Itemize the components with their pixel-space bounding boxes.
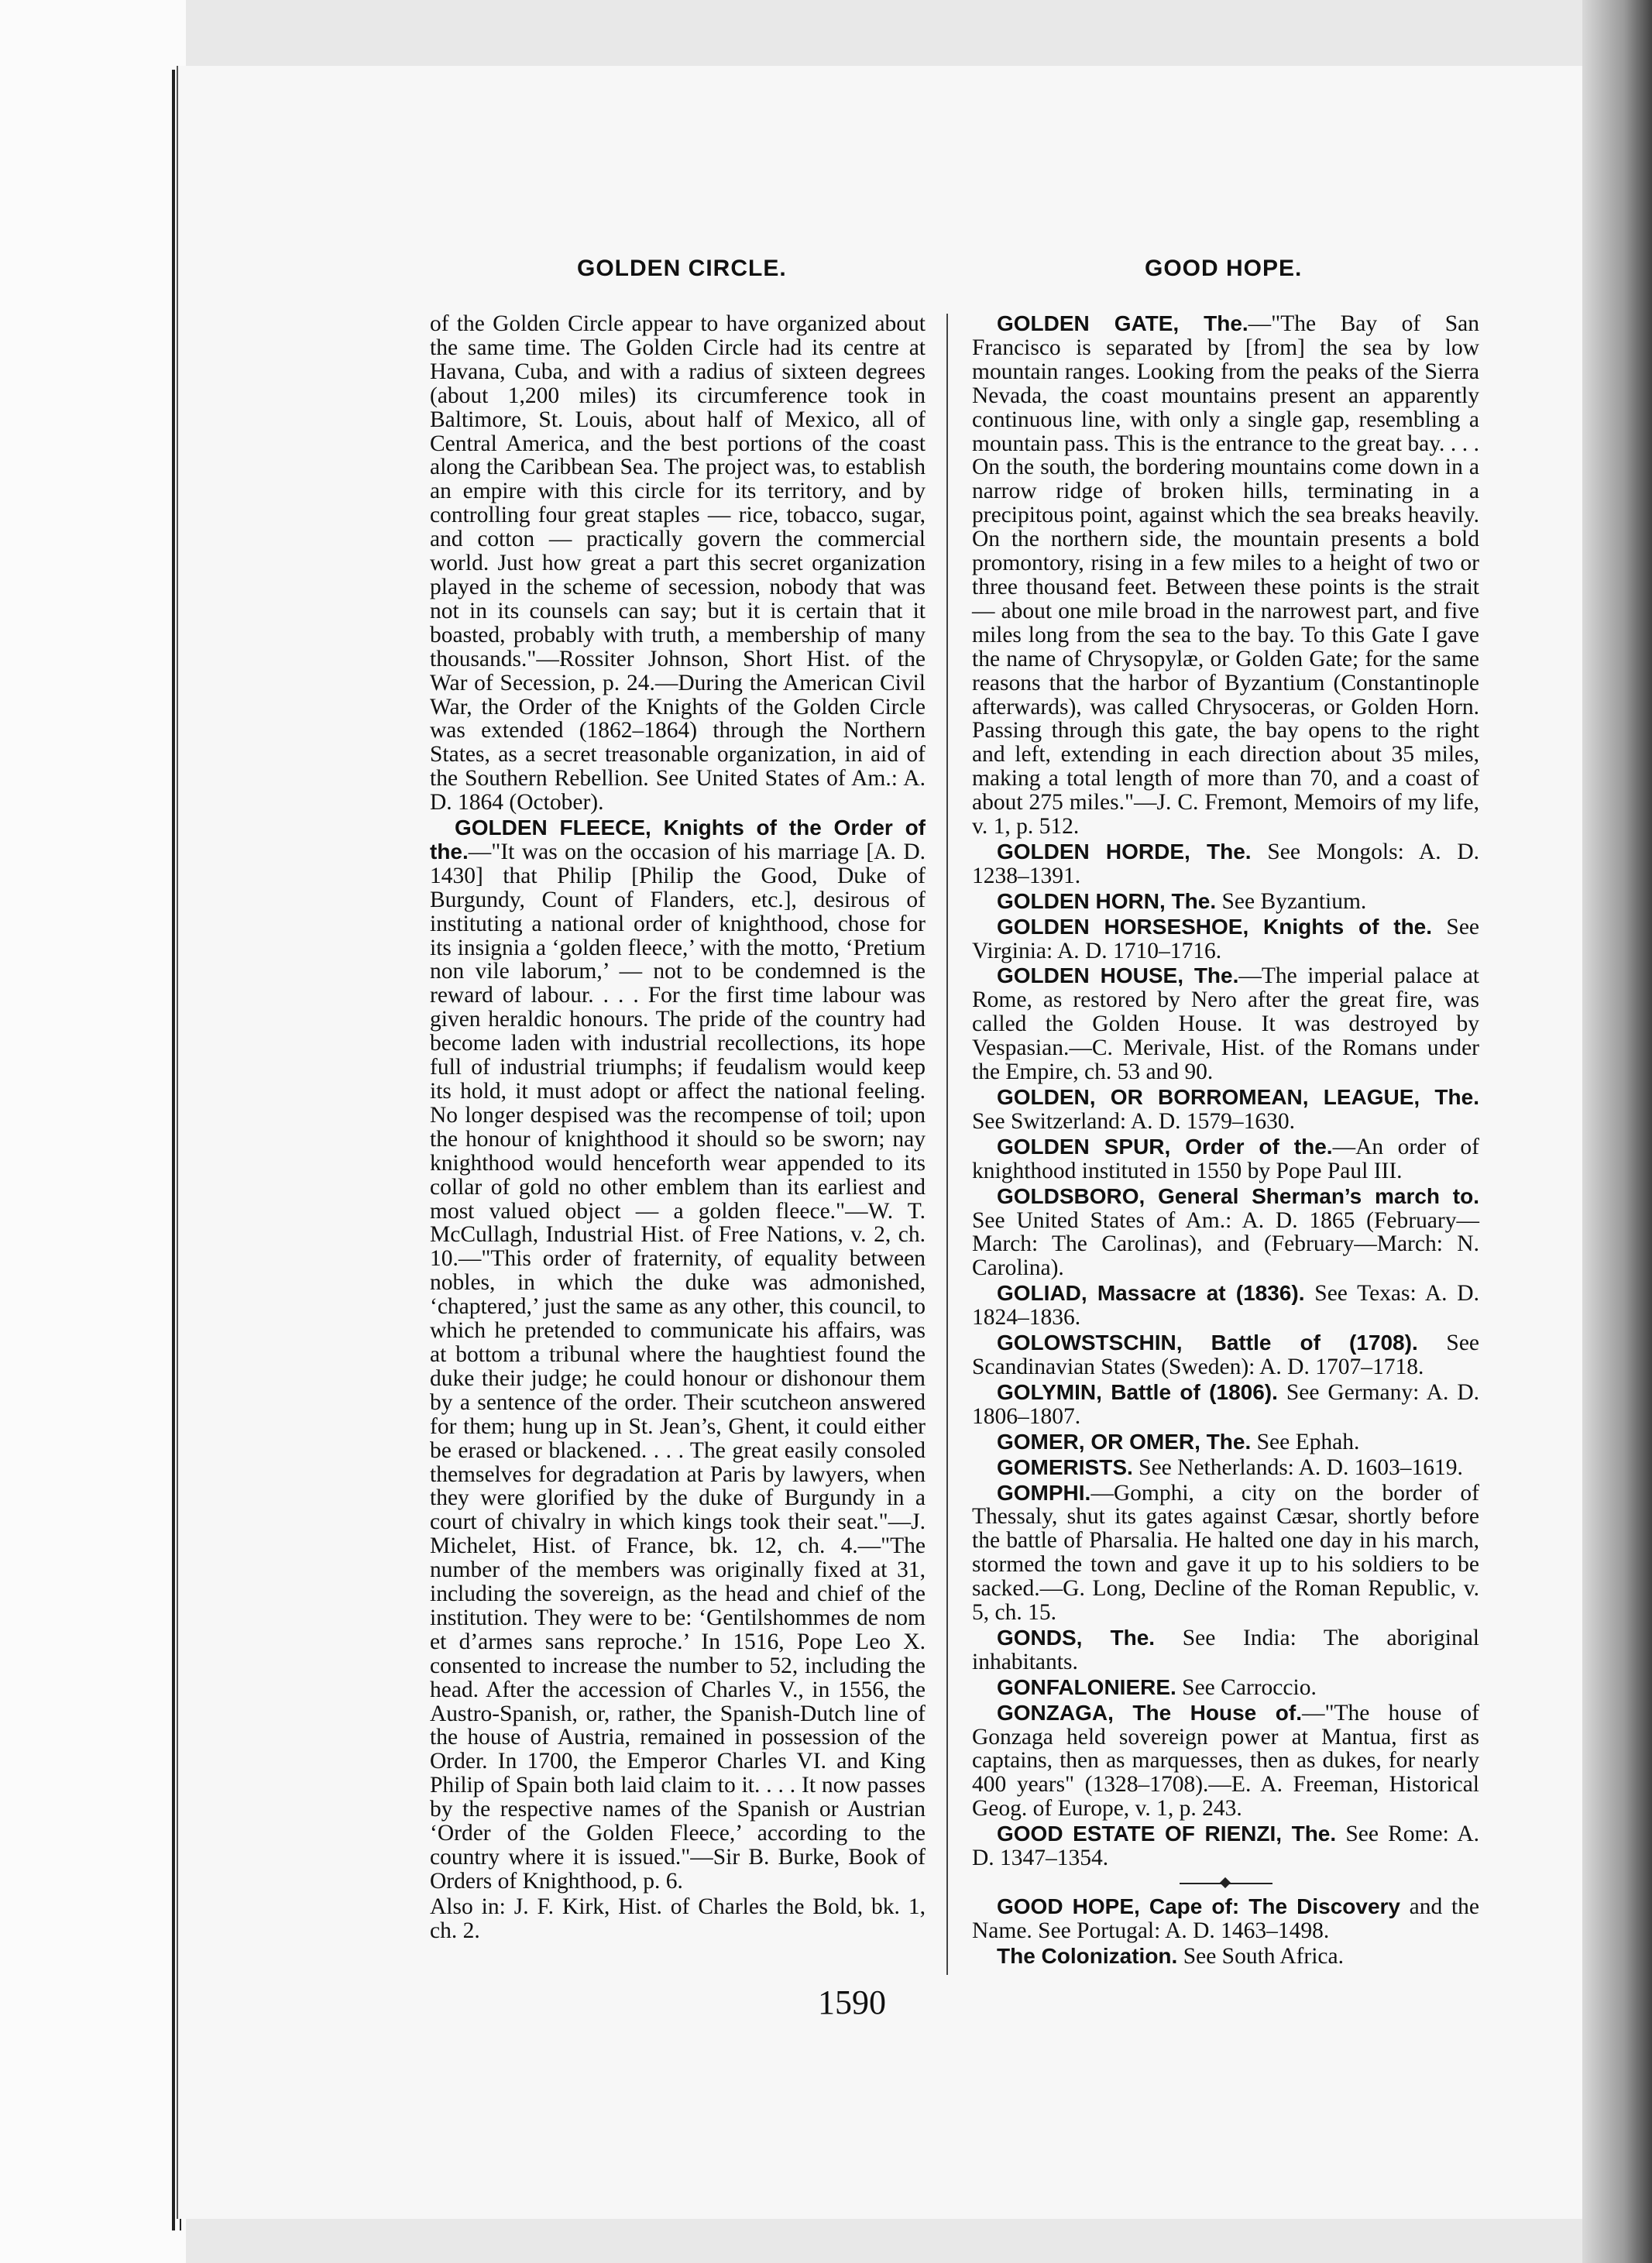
entry <box>430 312 926 815</box>
entry-text: —An order of knighthood instituted in 1550 by Pope Paul III. <box>972 1134 1479 1183</box>
entry-text: —Gomphi, a city on the border of Thessaly, shut its gates against Cæsar, shortly before the battle of Pharsalia. He halted one day in his march, stormed the town and gave it up to his soldiers to be sacked.—G. Long, Decline of the Roman Republic, v. 5, ch. 15. <box>972 1480 1479 1626</box>
entry <box>430 1895 926 1943</box>
entry-text: See Mongols: A. D. 1238–1391. <box>972 839 1479 888</box>
entry-text: See United States of Am.: A. D. 1865 (February—March: The Carolinas), and (February—March: N. Carolina). <box>972 1207 1479 1281</box>
entry-headword: GOLDEN HOUSE, The. <box>997 963 1239 988</box>
entry <box>972 1822 1479 1870</box>
entry-text: See Texas: A. D. 1824–1836. <box>972 1281 1479 1331</box>
entry-text: See Byzantium. <box>1216 888 1367 914</box>
entry-headword: GOLDEN HORN, The. <box>997 888 1217 913</box>
entry <box>972 1430 1479 1454</box>
entry <box>430 816 926 1894</box>
entry-text: —"The Bay of San Francisco is separated by [from] the sea by low mountain ranges. Looking from the peaks of the Sierra Nevada, the coast mountains present an apparently continuous line, with only a single gap, resembling a mountain pass. This is the entrance to the great bay. . . . On the south, the bordering mountains come down in a narrow ridge of broken hills, terminating in a precipitous point, against which the sea breaks heavily. On the northern side, the mountain presents a bold promontory, rising in a few miles to a height of two or three thousand feet. Between these points is the strait — about one mile broad in the narrowest part, and five miles long from the sea to the bay. To this Gate I gave the name of Chrysopylæ, or Golden Gate; for the same reasons that the harbor of Byzantium (Constantinople afterwards), was called Chrysoceras, or Golden Horn. Passing through this gate, the bay opens to the right and left, extending in each direction about 35 miles, making a total length of more than 70, and a coast of about 275 miles."—J. C. Fremont, Memoirs of my life, v. 1, p. 512. <box>972 311 1479 840</box>
entry <box>972 312 1479 839</box>
entry-headword: GOLDEN GATE, The. <box>997 311 1248 335</box>
entry-text: —The imperial palace at Rome, as restored by Nero after the great fire, was called the Golden House. It was destroyed by Vespasian.—C. Merivale, Hist. of the Romans under the Empire, ch. 53 and 90. <box>972 963 1479 1085</box>
entry-headword: GOOD ESTATE OF RIENZI, The. <box>997 1822 1337 1846</box>
page-number: 1590 <box>818 1983 886 2021</box>
entry-text: See Switzerland: A. D. 1579–1630. <box>972 1108 1296 1134</box>
entry <box>972 1702 1479 1822</box>
entry-headword: GOLDSBORO, General Sherman’s march to. <box>997 1183 1479 1208</box>
entry <box>972 1331 1479 1379</box>
section-ornament-rule <box>1180 1883 1272 1884</box>
entry-headword: GOMERISTS. <box>997 1454 1133 1479</box>
entry-text: of the Golden Circle appear to have organized about the same time. The Golden Circle had its centre at Havana, Cuba, and with a radius of sixteen degrees (about 1,200 miles) its circumference took in Baltimore, St. Louis, about half of Mexico, all of Central America, and the best portions of the coast along the Caribbean Sea. The project was, to establish an empire with this circle for its territory, and by controlling four great staples — rice, tobacco, sugar, and cotton — practically govern the commercial world. Just how great a part this secret organization played in the scheme of secession, nobody that was not in its counsels can say; but it is certain that it boasted, probably with truth, a membership of many thousands."—Rossiter Johnson, Short Hist. of the War of Secession, p. 24.—During the American Civil War, the Order of the Knights of the Golden Circle was extended (1862–1864) through the Northern States, as a secret treasonable organization, in aid of the Southern Rebellion. See United States of Am.: A. D. 1864 (October). <box>430 311 926 816</box>
left-column <box>430 312 926 1943</box>
entry <box>972 1676 1479 1700</box>
book-binding-edge <box>0 0 186 2263</box>
entry <box>972 1282 1479 1330</box>
entry-text: See Virginia: A. D. 1710–1716. <box>972 914 1480 963</box>
column-divider <box>946 314 948 1975</box>
entry-headword: GOLDEN HORDE, The. <box>997 839 1252 864</box>
entry-headword: GOMPHI. <box>997 1480 1091 1505</box>
entry-headword: GOOD HOPE, Cape of: The Discovery <box>997 1894 1400 1918</box>
entry-headword: GOMER, OR OMER, The. <box>997 1429 1252 1454</box>
entry-text: —"It was on the occasion of his marriage [A. D. 1430] that Philip [Philip the Good, Duke of Burgundy, Count of Flanders, etc.], desirous of instituting a national order of knighthood, chose for its insignia a ‘golden fleece,’ with the motto, ‘Pretium non vile laborum,’ — not to be condemned is the reward of labour. . . . For the first time labour was given heraldic honours. The pride of the country had become laden with industrial recollections, its hope full of industrial triumphs; if feudalism would keep its hold, it must adopt or affect the national feeling. No longer despised was the recompense of toil; upon the honour of knighthood it should so be sworn; nay knighthood would henceforth wear appended to its collar of gold no other emblem than its earliest and most valued object — a golden fleece."—W. T. McCullagh, Industrial Hist. of Free Nations, v. 2, ch. 10.—"This order of fraternity, of equality between nobles, in which the duke was admonished, ‘chaptered,’ just the same as any other, this council, to which he pretended to communicate his affairs, was at bottom a tribunal where the haughtiest found the duke their judge; he could honour or dishonour them by a sentence of the order. Their scutcheon answered for them; hung up in St. Jean’s, Ghent, it could either be erased or blackened. . . . The great easily consoled themselves for degradation at Paris by lawyers, when they were glorified by the duke of Burgundy in a court of chivalry in which kings took their seat."—J. Michelet, Hist. of France, bk. 12, ch. 4.—"The number of the members was originally fixed at 31, including the sovereign, as the head and chief of the institution. They were to be: ‘Gentilshommes de nom et d’armes sans reproche.’ In 1516, Pope Leo X. consented to increase the number to 52, including the head. After the accession of Charles V., in 1556, the Austro-Spanish, or, rather, the Spanish-Dutch line of the house of Austria, remained in possession of the Order. In 1700, the Emperor Charles VI. and King Philip of Spain both laid claim to it. . . . It now passes by the respective names of the Spanish or Austrian ‘Order of the Golden Fleece,’ according to the country where it is issued."—Sir B. Burke, Book of Orders of Knighthood, p. 6. <box>430 839 926 1894</box>
entry-text: —"The house of Gonzaga held sovereign power at Mantua, first as captains, then as marquesses, then as dukes, for nearly 400 years" (1328–1708).—E. A. Freeman, Historical Geog. of Europe, v. 1, p. 243. <box>972 1700 1479 1822</box>
entry-text: and the Name. See Portugal: A. D. 1463–1498. <box>972 1894 1479 1943</box>
entry <box>972 1381 1479 1429</box>
binding-line <box>172 70 175 2230</box>
entry-text: Also in: J. F. Kirk, Hist. of Charles the Bold, bk. 1, ch. 2. <box>430 1894 926 1943</box>
entry-headword: GOLDEN, OR BORROMEAN, LEAGUE, The. <box>997 1085 1479 1109</box>
entry <box>972 1895 1479 1943</box>
running-head-right: GOOD HOPE. <box>1145 256 1303 281</box>
page-gutter-shadow <box>1582 0 1652 2263</box>
entry <box>972 915 1479 963</box>
entry-headword: GOLIAD, Massacre at (1836). <box>997 1281 1305 1306</box>
entry-text: See Ephah. <box>1251 1429 1360 1454</box>
entry <box>972 840 1479 888</box>
entry-headword: GONZAGA, The House of. <box>997 1700 1302 1725</box>
entry <box>972 1135 1479 1183</box>
entry-text: See Germany: A. D. 1806–1807. <box>972 1379 1479 1429</box>
entry <box>972 1456 1479 1480</box>
entry-headword: GONDS, The. <box>997 1625 1156 1650</box>
entry <box>972 1086 1479 1134</box>
entry-headword: GOLOWSTSCHIN, Battle of (1708). <box>997 1331 1418 1355</box>
entry-headword: GOLDEN HORSESHOE, Knights of the. <box>997 914 1433 939</box>
entry-text: See Scandinavian States (Sweden): A. D. 1707–1718. <box>972 1331 1480 1379</box>
entry <box>972 890 1479 914</box>
right-column <box>972 312 1479 1969</box>
running-head-left: GOLDEN CIRCLE. <box>577 256 787 281</box>
entry-headword: GOLYMIN, Battle of (1806). <box>997 1379 1278 1404</box>
entry-text: See Netherlands: A. D. 1603–1619. <box>1132 1454 1463 1480</box>
entry <box>972 1626 1479 1674</box>
entry-text: See Carroccio. <box>1176 1674 1317 1700</box>
entry-text: See South Africa. <box>1177 1943 1344 1969</box>
entry-headword: GONFALONIERE. <box>997 1674 1176 1699</box>
entry <box>972 1945 1479 1969</box>
entry-headword: GOLDEN FLEECE, Knights of the Order of the. <box>430 816 926 864</box>
entry <box>972 964 1479 1084</box>
entry <box>972 1482 1479 1625</box>
entry-text: See India: The aboriginal inhabitants. <box>972 1625 1479 1674</box>
entry <box>972 1185 1479 1281</box>
entry-headword: The Colonization. <box>997 1943 1178 1968</box>
entry-text: See Rome: A. D. 1347–1354. <box>972 1822 1479 1871</box>
entry-headword: GOLDEN SPUR, Order of the. <box>997 1134 1333 1159</box>
